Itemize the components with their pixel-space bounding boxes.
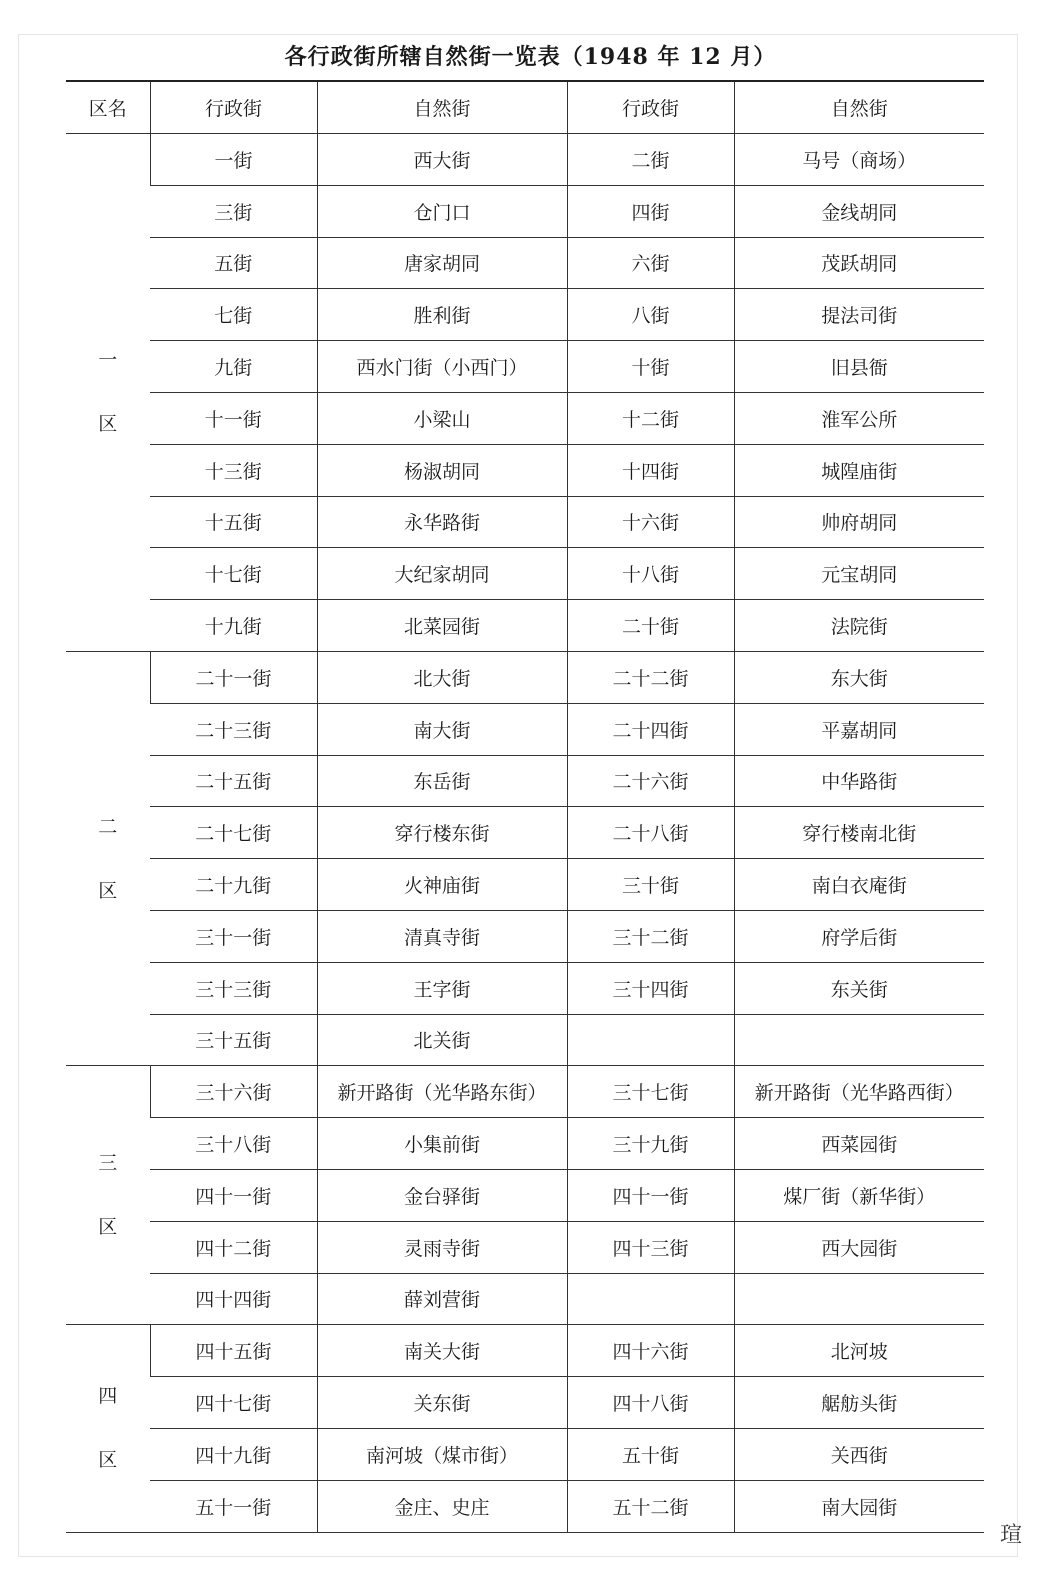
admin-street-cell: 十街 bbox=[567, 341, 734, 393]
admin-street-cell: 五街 bbox=[150, 237, 317, 289]
natural-street-cell: 北菜园街 bbox=[317, 600, 567, 652]
admin-street-cell: 四十一街 bbox=[150, 1169, 317, 1221]
admin-street-cell: 二十街 bbox=[567, 600, 734, 652]
district-name-cell bbox=[66, 134, 150, 652]
admin-street-cell: 三十二街 bbox=[567, 910, 734, 962]
natural-street-cell: 金台驿街 bbox=[317, 1169, 567, 1221]
admin-street-cell: 二十八街 bbox=[567, 807, 734, 859]
admin-street-cell: 四街 bbox=[567, 185, 734, 237]
natural-street-cell: 关西街 bbox=[734, 1428, 984, 1480]
admin-street-cell: 三街 bbox=[150, 185, 317, 237]
admin-street-cell: 二十二街 bbox=[567, 651, 734, 703]
header-natural-street: 自然街 bbox=[317, 81, 567, 134]
district-name-char: 二 bbox=[98, 815, 118, 838]
admin-street-cell: 十四街 bbox=[567, 444, 734, 496]
natural-street-cell: 胜利街 bbox=[317, 289, 567, 341]
table-row bbox=[66, 1066, 984, 1118]
natural-street-cell: 西菜园街 bbox=[734, 1118, 984, 1170]
table-row bbox=[66, 1480, 984, 1532]
admin-street-cell: 十八街 bbox=[567, 548, 734, 600]
admin-street-cell: 四十九街 bbox=[150, 1428, 317, 1480]
natural-street-cell: 清真寺街 bbox=[317, 910, 567, 962]
natural-street-cell: 南大园街 bbox=[734, 1480, 984, 1532]
natural-street-cell: 淮军公所 bbox=[734, 392, 984, 444]
admin-street-cell: 十三街 bbox=[150, 444, 317, 496]
district-name-cell bbox=[66, 1325, 150, 1532]
natural-street-cell: 小集前街 bbox=[317, 1118, 567, 1170]
admin-street-cell: 四十四街 bbox=[150, 1273, 317, 1325]
table-row bbox=[66, 134, 984, 186]
natural-street-cell: 茂跃胡同 bbox=[734, 237, 984, 289]
natural-street-cell: 北大街 bbox=[317, 651, 567, 703]
admin-street-cell: 十五街 bbox=[150, 496, 317, 548]
natural-street-cell: 杨淑胡同 bbox=[317, 444, 567, 496]
admin-street-cell: 五十一街 bbox=[150, 1480, 317, 1532]
district-name-char: 一 bbox=[98, 349, 118, 372]
natural-street-cell: 法院街 bbox=[734, 600, 984, 652]
table-row bbox=[66, 1377, 984, 1429]
admin-street-cell: 三十七街 bbox=[567, 1066, 734, 1118]
admin-street-cell: 二十四街 bbox=[567, 703, 734, 755]
admin-street-cell: 五十二街 bbox=[567, 1480, 734, 1532]
natural-street-cell bbox=[734, 1273, 984, 1325]
natural-street-cell: 金庄、史庄 bbox=[317, 1480, 567, 1532]
natural-street-cell: 旧县衙 bbox=[734, 341, 984, 393]
table-row bbox=[66, 755, 984, 807]
natural-street-cell: 东岳街 bbox=[317, 755, 567, 807]
natural-street-cell: 火神庙街 bbox=[317, 859, 567, 911]
district-name-cell bbox=[66, 651, 150, 1065]
admin-street-cell: 四十三街 bbox=[567, 1221, 734, 1273]
table-row bbox=[66, 807, 984, 859]
table-title: 各行政街所辖自然街一览表（1948 年 12 月） bbox=[284, 44, 777, 70]
admin-street-cell: 二街 bbox=[567, 134, 734, 186]
header-admin-street: 行政街 bbox=[150, 81, 317, 134]
admin-street-cell: 二十三街 bbox=[150, 703, 317, 755]
table-row bbox=[66, 1118, 984, 1170]
table-row bbox=[66, 910, 984, 962]
natural-street-cell: 南白衣庵街 bbox=[734, 859, 984, 911]
admin-street-cell: 三十四街 bbox=[567, 962, 734, 1014]
admin-street-cell: 三十八街 bbox=[150, 1118, 317, 1170]
admin-street-cell: 十二街 bbox=[567, 392, 734, 444]
natural-street-cell: 大纪家胡同 bbox=[317, 548, 567, 600]
admin-street-cell: 十九街 bbox=[150, 600, 317, 652]
natural-street-cell: 关东街 bbox=[317, 1377, 567, 1429]
table-row bbox=[66, 341, 984, 393]
table-row bbox=[66, 392, 984, 444]
table-row bbox=[66, 444, 984, 496]
header-natural-street: 自然街 bbox=[734, 81, 984, 134]
table-row bbox=[66, 185, 984, 237]
watermark: 瑄 bbox=[1000, 1523, 1023, 1548]
natural-street-cell: 南河坡（煤市街） bbox=[317, 1428, 567, 1480]
natural-street-cell bbox=[734, 1014, 984, 1066]
district-name-char: 四 bbox=[98, 1385, 118, 1408]
natural-street-cell: 南大街 bbox=[317, 703, 567, 755]
natural-street-cell: 仓门口 bbox=[317, 185, 567, 237]
admin-street-cell: 三十街 bbox=[567, 859, 734, 911]
natural-street-cell: 小梁山 bbox=[317, 392, 567, 444]
natural-street-cell: 唐家胡同 bbox=[317, 237, 567, 289]
admin-street-cell: 七街 bbox=[150, 289, 317, 341]
natural-street-cell: 元宝胡同 bbox=[734, 548, 984, 600]
admin-street-cell: 四十一街 bbox=[567, 1169, 734, 1221]
admin-street-cell: 十一街 bbox=[150, 392, 317, 444]
district-name-char: 三 bbox=[98, 1152, 118, 1175]
natural-street-cell: 西大街 bbox=[317, 134, 567, 186]
natural-street-cell: 平嘉胡同 bbox=[734, 703, 984, 755]
natural-street-cell: 马号（商场） bbox=[734, 134, 984, 186]
natural-street-cell: 王字街 bbox=[317, 962, 567, 1014]
natural-street-cell: 煤厂街（新华街） bbox=[734, 1169, 984, 1221]
admin-street-cell: 三十九街 bbox=[567, 1118, 734, 1170]
admin-street-cell: 四十六街 bbox=[567, 1325, 734, 1377]
table-row bbox=[66, 962, 984, 1014]
table-row bbox=[66, 651, 984, 703]
admin-street-cell: 四十八街 bbox=[567, 1377, 734, 1429]
admin-street-cell: 二十七街 bbox=[150, 807, 317, 859]
district-name-char: 区 bbox=[98, 413, 118, 436]
admin-street-cell: 三十五街 bbox=[150, 1014, 317, 1066]
natural-street-cell: 府学后街 bbox=[734, 910, 984, 962]
admin-street-cell: 四十五街 bbox=[150, 1325, 317, 1377]
natural-street-cell: 穿行楼南北街 bbox=[734, 807, 984, 859]
header-row bbox=[66, 81, 984, 134]
admin-street-cell: 二十九街 bbox=[150, 859, 317, 911]
table-row bbox=[66, 1273, 984, 1325]
admin-street-cell: 三十一街 bbox=[150, 910, 317, 962]
natural-street-cell: 艍舫头街 bbox=[734, 1377, 984, 1429]
table-row bbox=[66, 548, 984, 600]
district-name-char: 区 bbox=[98, 1216, 118, 1239]
admin-street-cell bbox=[567, 1273, 734, 1325]
natural-street-cell: 中华路街 bbox=[734, 755, 984, 807]
header-admin-street: 行政街 bbox=[567, 81, 734, 134]
natural-street-cell: 提法司街 bbox=[734, 289, 984, 341]
natural-street-cell: 金线胡同 bbox=[734, 185, 984, 237]
district-name-cell bbox=[66, 1066, 150, 1325]
natural-street-cell: 永华路街 bbox=[317, 496, 567, 548]
admin-street-cell bbox=[567, 1014, 734, 1066]
natural-street-cell: 北关街 bbox=[317, 1014, 567, 1066]
table-row bbox=[66, 289, 984, 341]
natural-street-cell: 东关街 bbox=[734, 962, 984, 1014]
natural-street-cell: 西大园街 bbox=[734, 1221, 984, 1273]
table-body bbox=[66, 134, 984, 1533]
table-row bbox=[66, 859, 984, 911]
table-row bbox=[66, 1428, 984, 1480]
natural-street-cell: 新开路街（光华路西街） bbox=[734, 1066, 984, 1118]
admin-street-cell: 二十六街 bbox=[567, 755, 734, 807]
district-name-char: 区 bbox=[98, 1449, 118, 1472]
district-name-char: 区 bbox=[98, 879, 118, 902]
admin-street-cell: 十六街 bbox=[567, 496, 734, 548]
natural-street-cell: 穿行楼东街 bbox=[317, 807, 567, 859]
admin-street-cell: 四十七街 bbox=[150, 1377, 317, 1429]
natural-street-cell: 北河坡 bbox=[734, 1325, 984, 1377]
street-table bbox=[66, 80, 984, 1533]
admin-street-cell: 二十一街 bbox=[150, 651, 317, 703]
natural-street-cell: 薛刘营街 bbox=[317, 1273, 567, 1325]
table-row bbox=[66, 703, 984, 755]
natural-street-cell: 帅府胡同 bbox=[734, 496, 984, 548]
table-row bbox=[66, 1169, 984, 1221]
admin-street-cell: 五十街 bbox=[567, 1428, 734, 1480]
natural-street-cell: 灵雨寺街 bbox=[317, 1221, 567, 1273]
admin-street-cell: 九街 bbox=[150, 341, 317, 393]
admin-street-cell: 二十五街 bbox=[150, 755, 317, 807]
table-row bbox=[66, 1325, 984, 1377]
admin-street-cell: 六街 bbox=[567, 237, 734, 289]
natural-street-cell: 西水门街（小西门） bbox=[317, 341, 567, 393]
admin-street-cell: 三十六街 bbox=[150, 1066, 317, 1118]
admin-street-cell: 一街 bbox=[150, 134, 317, 186]
admin-street-cell: 四十二街 bbox=[150, 1221, 317, 1273]
table-row bbox=[66, 496, 984, 548]
admin-street-cell: 八街 bbox=[567, 289, 734, 341]
table-row bbox=[66, 1221, 984, 1273]
table-row bbox=[66, 1014, 984, 1066]
admin-street-cell: 三十三街 bbox=[150, 962, 317, 1014]
natural-street-cell: 新开路街（光华路东街） bbox=[317, 1066, 567, 1118]
header-district: 区名 bbox=[66, 81, 150, 134]
natural-street-cell: 城隍庙街 bbox=[734, 444, 984, 496]
natural-street-cell: 南关大街 bbox=[317, 1325, 567, 1377]
natural-street-cell: 东大街 bbox=[734, 651, 984, 703]
table-row bbox=[66, 600, 984, 652]
table-row bbox=[66, 237, 984, 289]
admin-street-cell: 十七街 bbox=[150, 548, 317, 600]
